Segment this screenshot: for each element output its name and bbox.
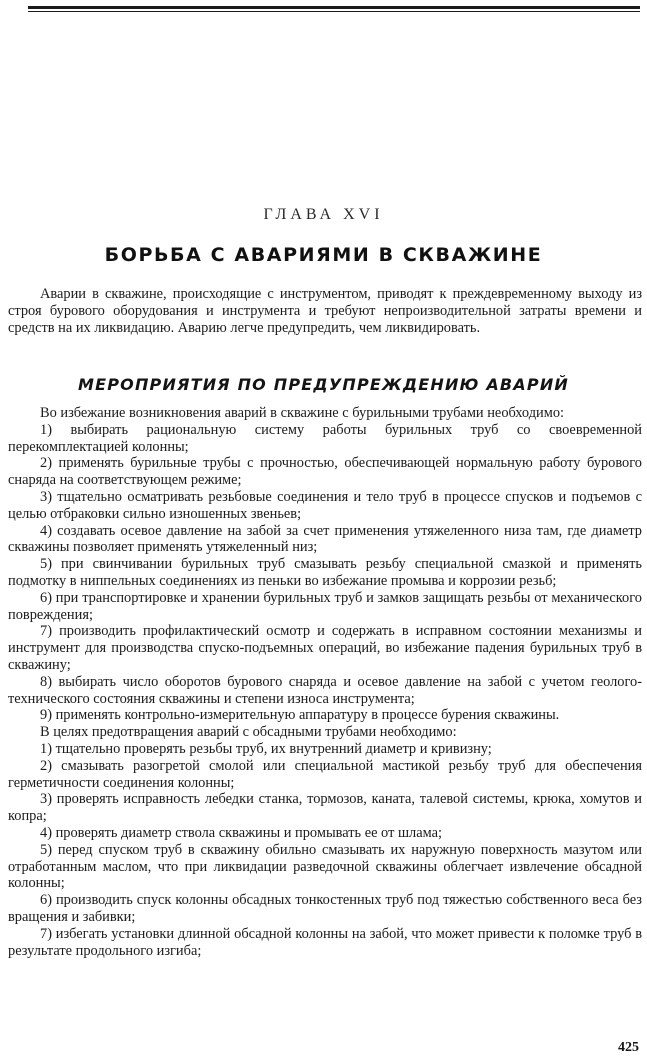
list-item: 3) проверять исправность лебедки станка, тормозов, каната, талевой системы, крюка, хомутов и копра; [8,791,642,825]
top-rule-thin [28,11,640,12]
list-item: 7) производить профилактический осмотр и содержать в исправном состоянии механизмы и инструмент для производства спуско-подъемных операций, во избежание падения бурильных труб в скважину; [8,623,642,673]
list-item: 6) производить спуск колонны обсадных тонкостенных труб под тяжестью собственного веса без вращения и забивки; [8,892,642,925]
drill-pipes-intro: Во избежание возникновения аварий в скважине с бурильными трубами необходимо: [40,405,565,421]
list-item: 3) тщательно осматривать резьбовые соединения и тело труб в процессе спусков и подъемов с целью отбраковки сильно изношенных звеньев; [8,488,642,522]
list-item: 2) применять бурильные трубы с прочностью, обеспечивающей нормальную работу бурового снаряда на соответствующем режиме; [8,455,642,489]
casing-intro: В целях предотвращения аварий с обсадными трубами необходимо: [40,724,457,741]
list-item: 5) перед спуском труб в скважину обильно смазывать их наружную поверхность мазутом или отработанным маслом, что при ликвидации разведочной скважины облегчает извлечение обсадной колонны; [8,841,642,892]
list-item: 5) при свинчивании бурильных труб смазывать резьбу специальной смазкой и применять подмотку в ниппельных соединениях из пеньки во избежание промыва и коррозии резьб; [8,556,642,589]
chapter-title: БОРЬБА С АВАРИЯМИ В СКВАЖИНЕ [104,244,543,266]
list-item: 1) тщательно проверять резьбы труб, их внутренний диаметр и кривизну; [40,740,492,757]
list-item: 7) избегать установки длинной обсадной колонны на забой, что может привести к поломке труб в результате продольного изгиба; [8,925,642,959]
list-item: 2) смазывать разогретой смолой или специальной мастикой резьбу труб для обеспечения герметичности соединения колонны; [8,757,642,791]
list-item: 9) применять контрольно-измерительную аппаратуру в процессе бурения скважины. [40,707,560,724]
list-item: 1) выбирать рациональную систему работы бурильных труб со своевременной перекомплектацией колонны; [8,421,642,455]
page-number: 425 [618,1040,639,1055]
list-item: 4) проверять диаметр ствола скважины и промывать ее от шлама; [40,824,442,841]
top-rule-thick [28,6,640,9]
section-heading: МЕРОПРИЯТИЯ ПО ПРЕДУПРЕЖДЕНИЮ АВАРИЙ [77,375,569,394]
list-item: 6) при транспортировке и хранении бурильных труб и замков защищать резьбы от механического повреждения; [8,589,642,623]
intro-block [8,286,642,338]
list-item: 4) создавать осевое давление на забой за счет применения утяжеленного низа там, где диаметр скважины позволяет применять утяжеленный низ; [8,522,642,556]
measures-list [8,405,642,959]
intro-paragraph: Аварии в скважине, происходящие с инструментом, приводят к преждевременному выходу из строя бурового оборудования и инструмента и требуют непроизводительной затраты времени и средств на их ликвидацию. Аварию легче предупредить, чем ликвидировать. [8,286,642,337]
chapter-label: ГЛАВА XVI [263,206,384,223]
list-item: 8) выбирать число оборотов бурового снаряда и осевое давление на забой с учетом геолого-технического состояния скважины и степени износа инструмента; [8,673,642,707]
